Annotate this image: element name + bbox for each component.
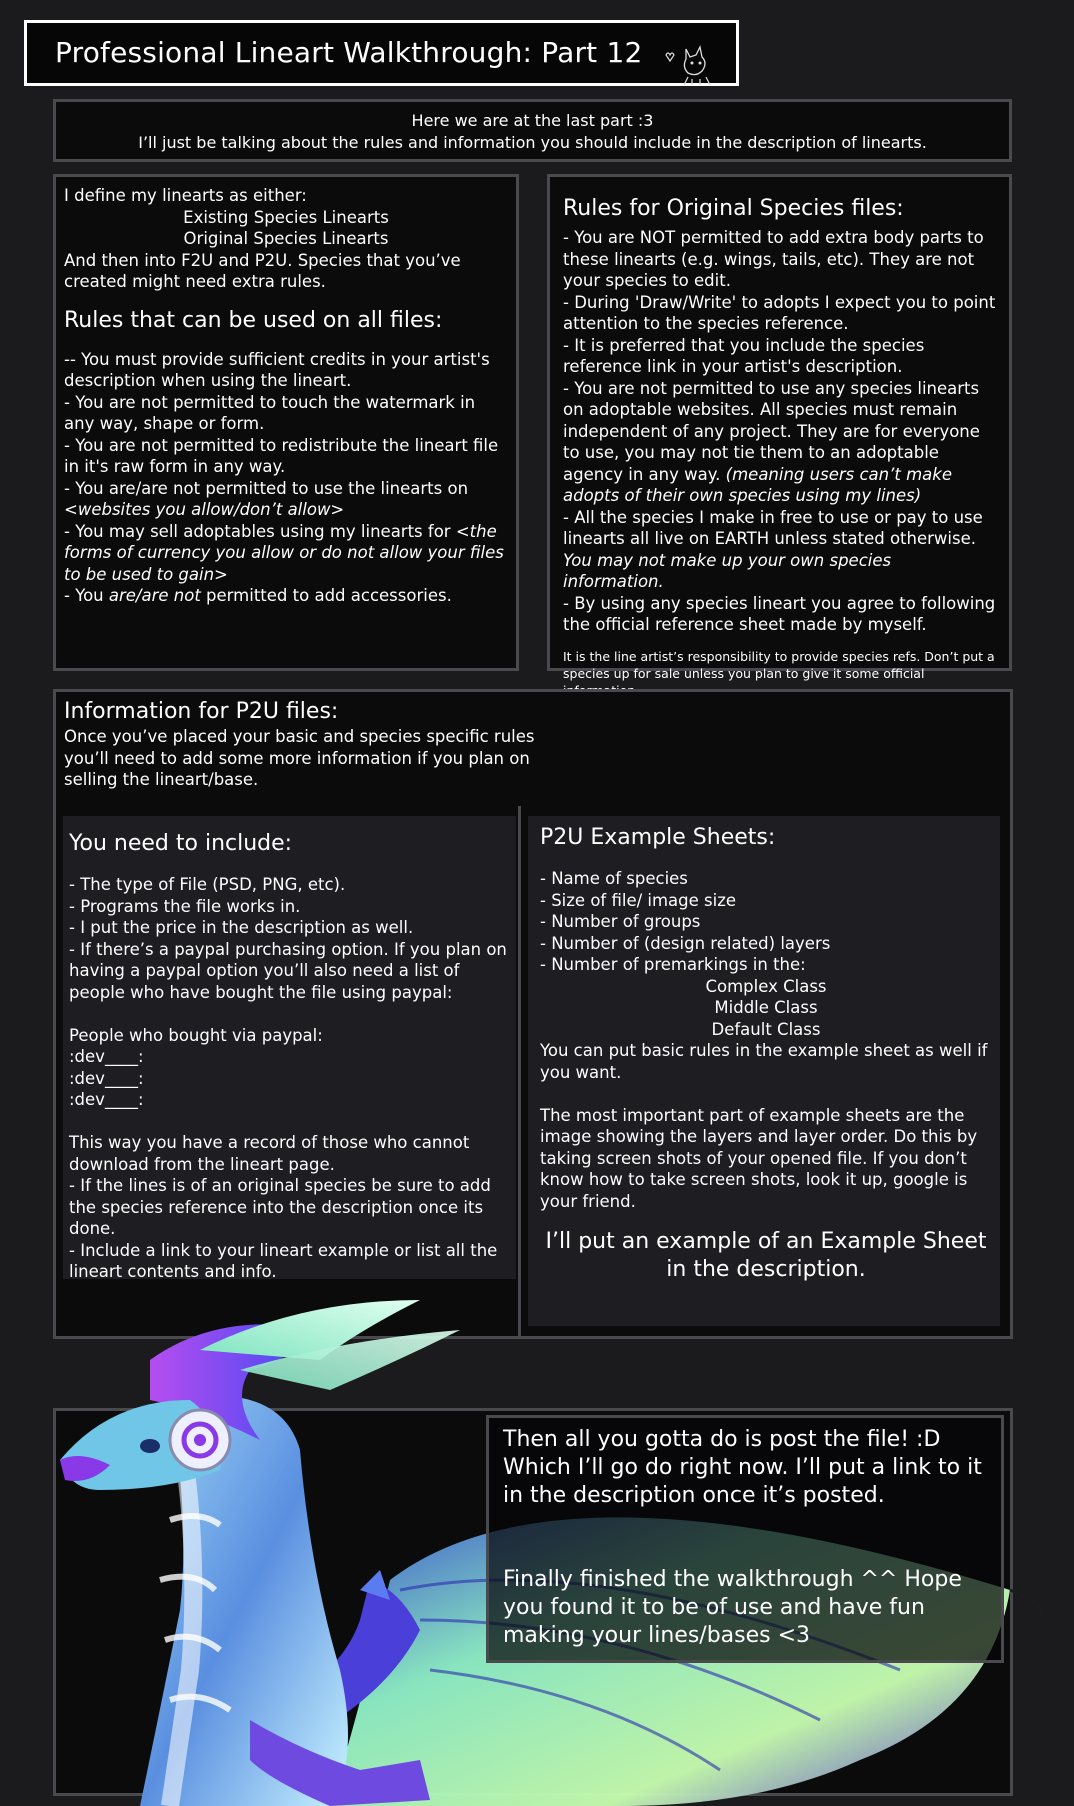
example-sheet-panel xyxy=(528,816,1000,1326)
premarking-class: Middle Class xyxy=(714,998,818,1017)
premarking-class: Complex Class xyxy=(705,976,827,996)
define-type-1: Existing Species Linearts xyxy=(183,207,389,227)
general-rule: - You are not permitted to redistribute the lineart file in it's raw form in any way. xyxy=(64,435,499,476)
include-item: - Programs the file works in. xyxy=(69,896,301,916)
general-rule: - You may sell adoptables using my linearts for <the forms of currency you allow or do not allow your files to be used to gain> xyxy=(64,521,504,584)
paypal-list-entry: :dev____: xyxy=(69,1090,144,1109)
include-item: - I put the price in the description as well. xyxy=(69,918,414,937)
example-item: - Size of file/ image size xyxy=(540,890,737,910)
paypal-list-heading: People who bought via paypal: xyxy=(69,1025,323,1045)
general-rules-heading: Rules that can be used on all files: xyxy=(64,307,443,333)
intro-line-2: I’ll just be talking about the rules and information you should include in the description of linearts. xyxy=(138,133,927,152)
include-panel xyxy=(63,816,516,1279)
include-item: - Include a link to your lineart example or list all the lineart contents and info. xyxy=(69,1240,498,1281)
original-species-heading: Rules for Original Species files: xyxy=(563,196,904,221)
include-item: - If there’s a paypal purchasing option. If you plan on having a paypal option you’ll also need a list of people who have bought the file using paypal: xyxy=(69,939,507,1002)
general-rule: - You are not permitted to touch the watermark in any way, shape or form. xyxy=(64,392,476,433)
original-species-rules-box xyxy=(547,174,1012,681)
species-note: It is the line artist’s responsibility to provide species refs. Don’t put a species up for sale unless you plan to give it some official xyxy=(563,648,995,681)
intro-box xyxy=(53,99,1012,162)
species-rule: - You are NOT permitted to add extra body parts to these linearts (e.g. wings, tails, etc). They are not your species to edit. xyxy=(563,228,984,290)
page-title: Professional Lineart Walkthrough: Part 12 xyxy=(55,36,643,69)
include-item: - The type of File (PSD, PNG, etc). xyxy=(69,875,346,894)
paypal-list-entry: :dev____: xyxy=(69,1047,144,1066)
title-banner xyxy=(24,20,739,86)
species-rule: - By using any species lineart you agree to following the official reference sheet made by myself. xyxy=(563,593,996,634)
include-item: - If the lines is of an original species be sure to add the species reference into the description once its done. xyxy=(69,1176,491,1238)
general-rules-box xyxy=(53,174,519,671)
intro-line-1: Here we are at the last part :3 xyxy=(411,111,654,130)
species-rule: - During 'Draw/Write' to adopts I expect you to point attention to the species reference. xyxy=(563,292,996,333)
species-rule: - All the species I make in free to use or pay to use linearts all live on EARTH unless stated otherwise. You may not make up your own species information. xyxy=(563,507,983,591)
example-item: - Number of (design related) layers xyxy=(540,933,831,953)
premarking-class: Default Class xyxy=(711,1019,821,1039)
final-paragraph-1: Then all you gotta do is post the file! :D Which I’ll go do right now. I’ll put a link to it in the description once it’s posted. xyxy=(503,1427,982,1508)
example-item: The most important part of example sheets are the image showing the layers and layer order. Do this by taking screen shots of your opened file. If you don’t know how to take screen shots, look it up, google is your friend. xyxy=(540,1105,978,1211)
define-type-2: Original Species Linearts xyxy=(183,229,389,248)
general-rule: - You are/are not permitted to add accessories. xyxy=(64,586,452,605)
mascot-doodle-icon xyxy=(662,43,722,87)
example-note: I’ll put an example of an Example Sheet in the description. xyxy=(545,1229,987,1282)
species-rule: - It is preferred that you include the species reference link in your artist's description. xyxy=(563,335,925,376)
final-paragraph-2: Finally finished the walkthrough ^^ Hope you found it to be of use and have fun making your lines/bases <3 xyxy=(503,1567,962,1648)
general-rule: - You are/are not permitted to use the linearts on <websites you allow/don’t allow> xyxy=(64,478,469,519)
final-message-box xyxy=(486,1415,1004,1663)
example-item: - Number of groups xyxy=(540,912,701,931)
include-item: This way you have a record of those who cannot download from the lineart page. xyxy=(69,1133,470,1174)
paypal-list-entry: :dev____: xyxy=(69,1068,144,1088)
general-rule: -- You must provide sufficient credits in your artist's description when using the lineart. xyxy=(64,349,490,390)
example-heading: P2U Example Sheets: xyxy=(540,825,776,850)
example-item: - Name of species xyxy=(540,869,688,888)
p2u-heading: Information for P2U files: xyxy=(64,699,339,724)
p2u-intro: Once you’ve placed your basic and species specific rules you’ll need to add some more information if you plan on selling the lineart/base. xyxy=(64,727,535,789)
example-item: - Number of premarkings in the: xyxy=(540,955,806,974)
include-heading: You need to include: xyxy=(69,831,293,856)
species-rule: - You are not permitted to use any species linearts on adoptable websites. All species must remain independent of any project. They are for everyone to use, you may not tie them to an adoptable agency in any way. (meaning users can’t make adopts of their own species using my lines) xyxy=(563,378,980,505)
define-line-1: I define my linearts as either: xyxy=(64,186,307,205)
define-line-2: And then into F2U and P2U. Species that you’ve created might need extra rules. xyxy=(64,250,461,291)
example-item: You can put basic rules in the example sheet as well if you want. xyxy=(540,1041,988,1082)
